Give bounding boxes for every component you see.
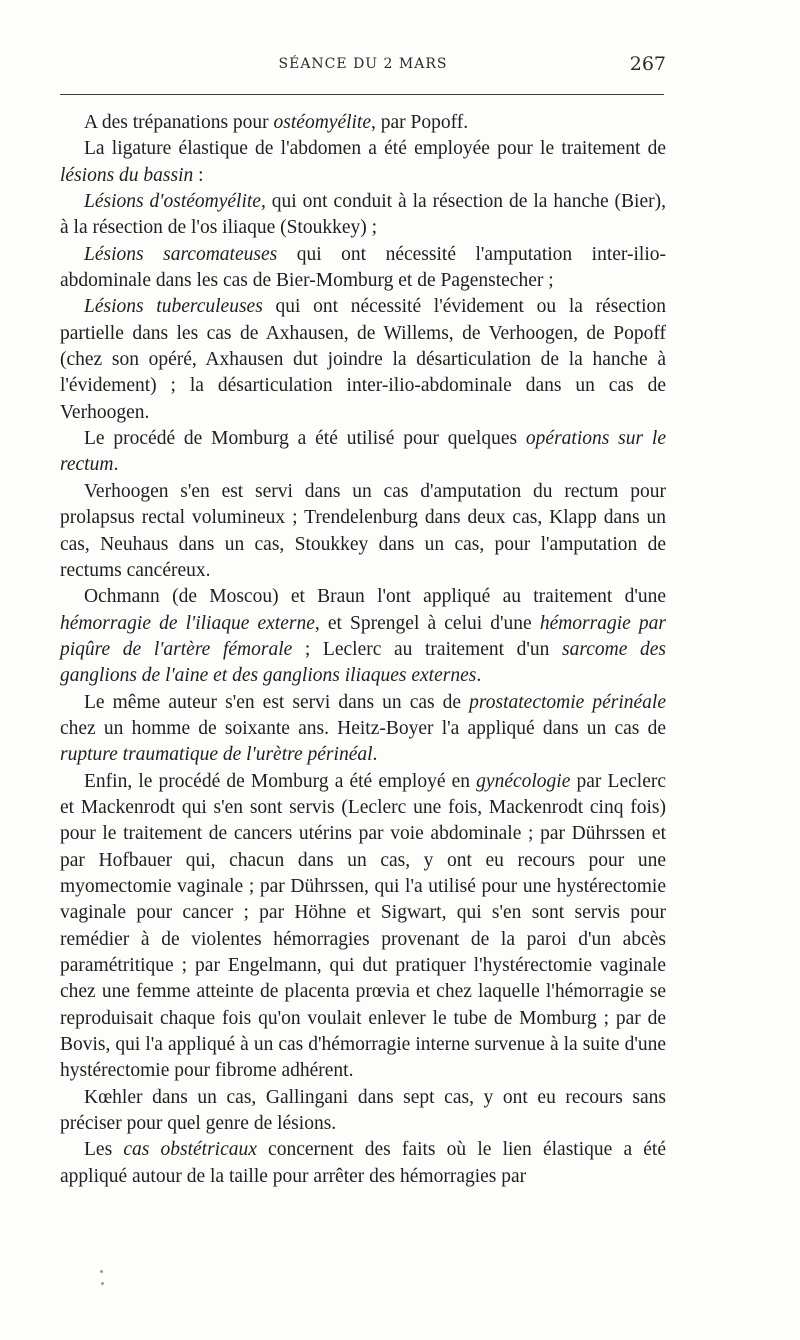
paragraph — [60, 426, 666, 479]
italic-run: cas obstétricaux — [123, 1139, 257, 1161]
text-run: A des trépanations pour — [84, 112, 274, 133]
italic-run: sarcome des ganglions de l'aine et des ganglions iliaques externes — [60, 638, 667, 687]
print-speck — [100, 1270, 103, 1273]
italic-run: ostéomyélite — [273, 112, 372, 133]
text-run: Ochmann (de Moscou) et Braun l'ont appliqué au traitement d'une — [84, 586, 666, 608]
text-run: Verhoogen s'en est servi dans un cas d'amputation du rectum pour prolapsus rectal volumineux ; Trendelenburg dans deux cas, Klapp dans un cas, Neuhaus dans un cas, Stoukkey dans un cas, pour l'amputation de rectums cancéreux. — [60, 480, 666, 581]
text-run: Le même auteur s'en est servi dans un cas de — [84, 691, 470, 713]
page-number: 267 — [629, 53, 666, 75]
text-run: . — [476, 665, 482, 687]
text-run: La ligature élastique de l'abdomen a été employée pour le traitement de — [84, 138, 666, 160]
text-run: : — [193, 164, 204, 186]
paragraph — [60, 189, 666, 242]
text-run: Enfin, le procédé de Momburg a été employé en — [84, 770, 477, 792]
text-run: Le procédé de Momburg a été utilisé pour quelques — [84, 428, 526, 450]
text-run: Les — [84, 1139, 124, 1161]
text-run: par Leclerc et Mackenrodt qui s'en sont servis (Leclerc une fois, Mackenrodt cinq fois) pour le traitement de cancers utérins par voie abdominale ; par Dührssen et par Hofbauer qui, chacun dans un cas, y ont eu recours pour une myomectomie vaginale ; par Dührssen, qui l'a utilisé pour une hystérectomie vaginale pour cancer ; par Höhne et Sigwart, qui s'en sont servis pour remédier à de violentes hémorragies provenant de la paroi d'un abcès paramétritique ; par Engelmann, qui dut pratiquer l'hystérectomie vaginale chez une femme atteinte de placenta prœvia et chez laquelle l'hémorragie se reproduisait chaque fois qu'on voulait enlever le tube de Momburg ; par de Bovis, qui l'a appliqué à un cas d'hémorragie interne survenue à la suite d'une hystérectomie pour fibrome adhérent. — [60, 770, 666, 1082]
paragraph — [60, 294, 666, 426]
paragraph — [60, 584, 666, 689]
italic-run: prostatectomie périnéale — [469, 691, 666, 713]
text-run: ; Leclerc au traitement d'un — [292, 638, 563, 660]
text-run: qui ont nécessité l'amputation inter-ilio-abdominale dans les cas de Bier-Momburg et de Pagenstecher ; — [60, 243, 666, 292]
italic-run: opérations sur le rectum — [60, 428, 667, 476]
paragraph — [60, 479, 666, 584]
running-head: SÉANCE DU 2 MARS — [278, 56, 448, 72]
paragraph — [60, 242, 666, 295]
print-speck — [101, 1282, 104, 1285]
italic-run: hémorragie de l'iliaque externe — [60, 612, 315, 634]
text-run: Kœhler dans un cas, Gallingani dans sept cas, y ont eu recours sans préciser pour quel genre de lésions. — [60, 1086, 666, 1135]
italic-run: hémorragie par piqûre de l'artère fémorale — [60, 612, 667, 660]
paragraph — [60, 1137, 666, 1190]
header-rule — [60, 94, 664, 95]
italic-run: lésions du bassin — [60, 164, 194, 186]
text-run: , et Sprengel à celui d'une — [314, 612, 540, 634]
page-header — [60, 53, 666, 84]
text-run: chez un homme de soixante ans. Heitz-Boyer l'a appliqué dans un cas de — [60, 717, 666, 739]
text-run: concernent des faits où le lien élastique a été appliqué autour de la taille pour arrêter des hémorragies par — [60, 1139, 666, 1187]
italic-run: Lésions tuberculeuses — [84, 296, 263, 318]
paragraph — [60, 1085, 666, 1138]
italic-run: Lésions d'ostéomyélite — [84, 191, 261, 213]
paragraph — [60, 690, 666, 769]
text-run: qui ont nécessité l'évidement ou la résection partielle dans les cas de Axhausen, de Willems, de Verhoogen, de Popoff (chez son opéré, Axhausen dut joindre la désarticulation de la hanche à l'évidement) ; la désarticulation inter-ilio-abdominale dans un cas de Verhoogen. — [60, 296, 667, 423]
body-text — [60, 110, 666, 1190]
paragraph — [60, 136, 666, 189]
italic-run: gynécologie — [476, 770, 571, 792]
text-run: , qui ont conduit à la résection de la hanche (Bier), à la résection de l'os iliaque (Stoukkey) ; — [60, 191, 666, 239]
paragraph — [60, 769, 666, 1085]
text-run: , par Popoff. — [371, 112, 469, 133]
italic-run: rupture traumatique de l'urètre périnéal — [60, 744, 373, 766]
text-run: . — [372, 744, 378, 766]
paragraph — [60, 110, 666, 136]
text-run: . — [113, 454, 119, 476]
italic-run: Lésions sarcomateuses — [84, 243, 278, 265]
